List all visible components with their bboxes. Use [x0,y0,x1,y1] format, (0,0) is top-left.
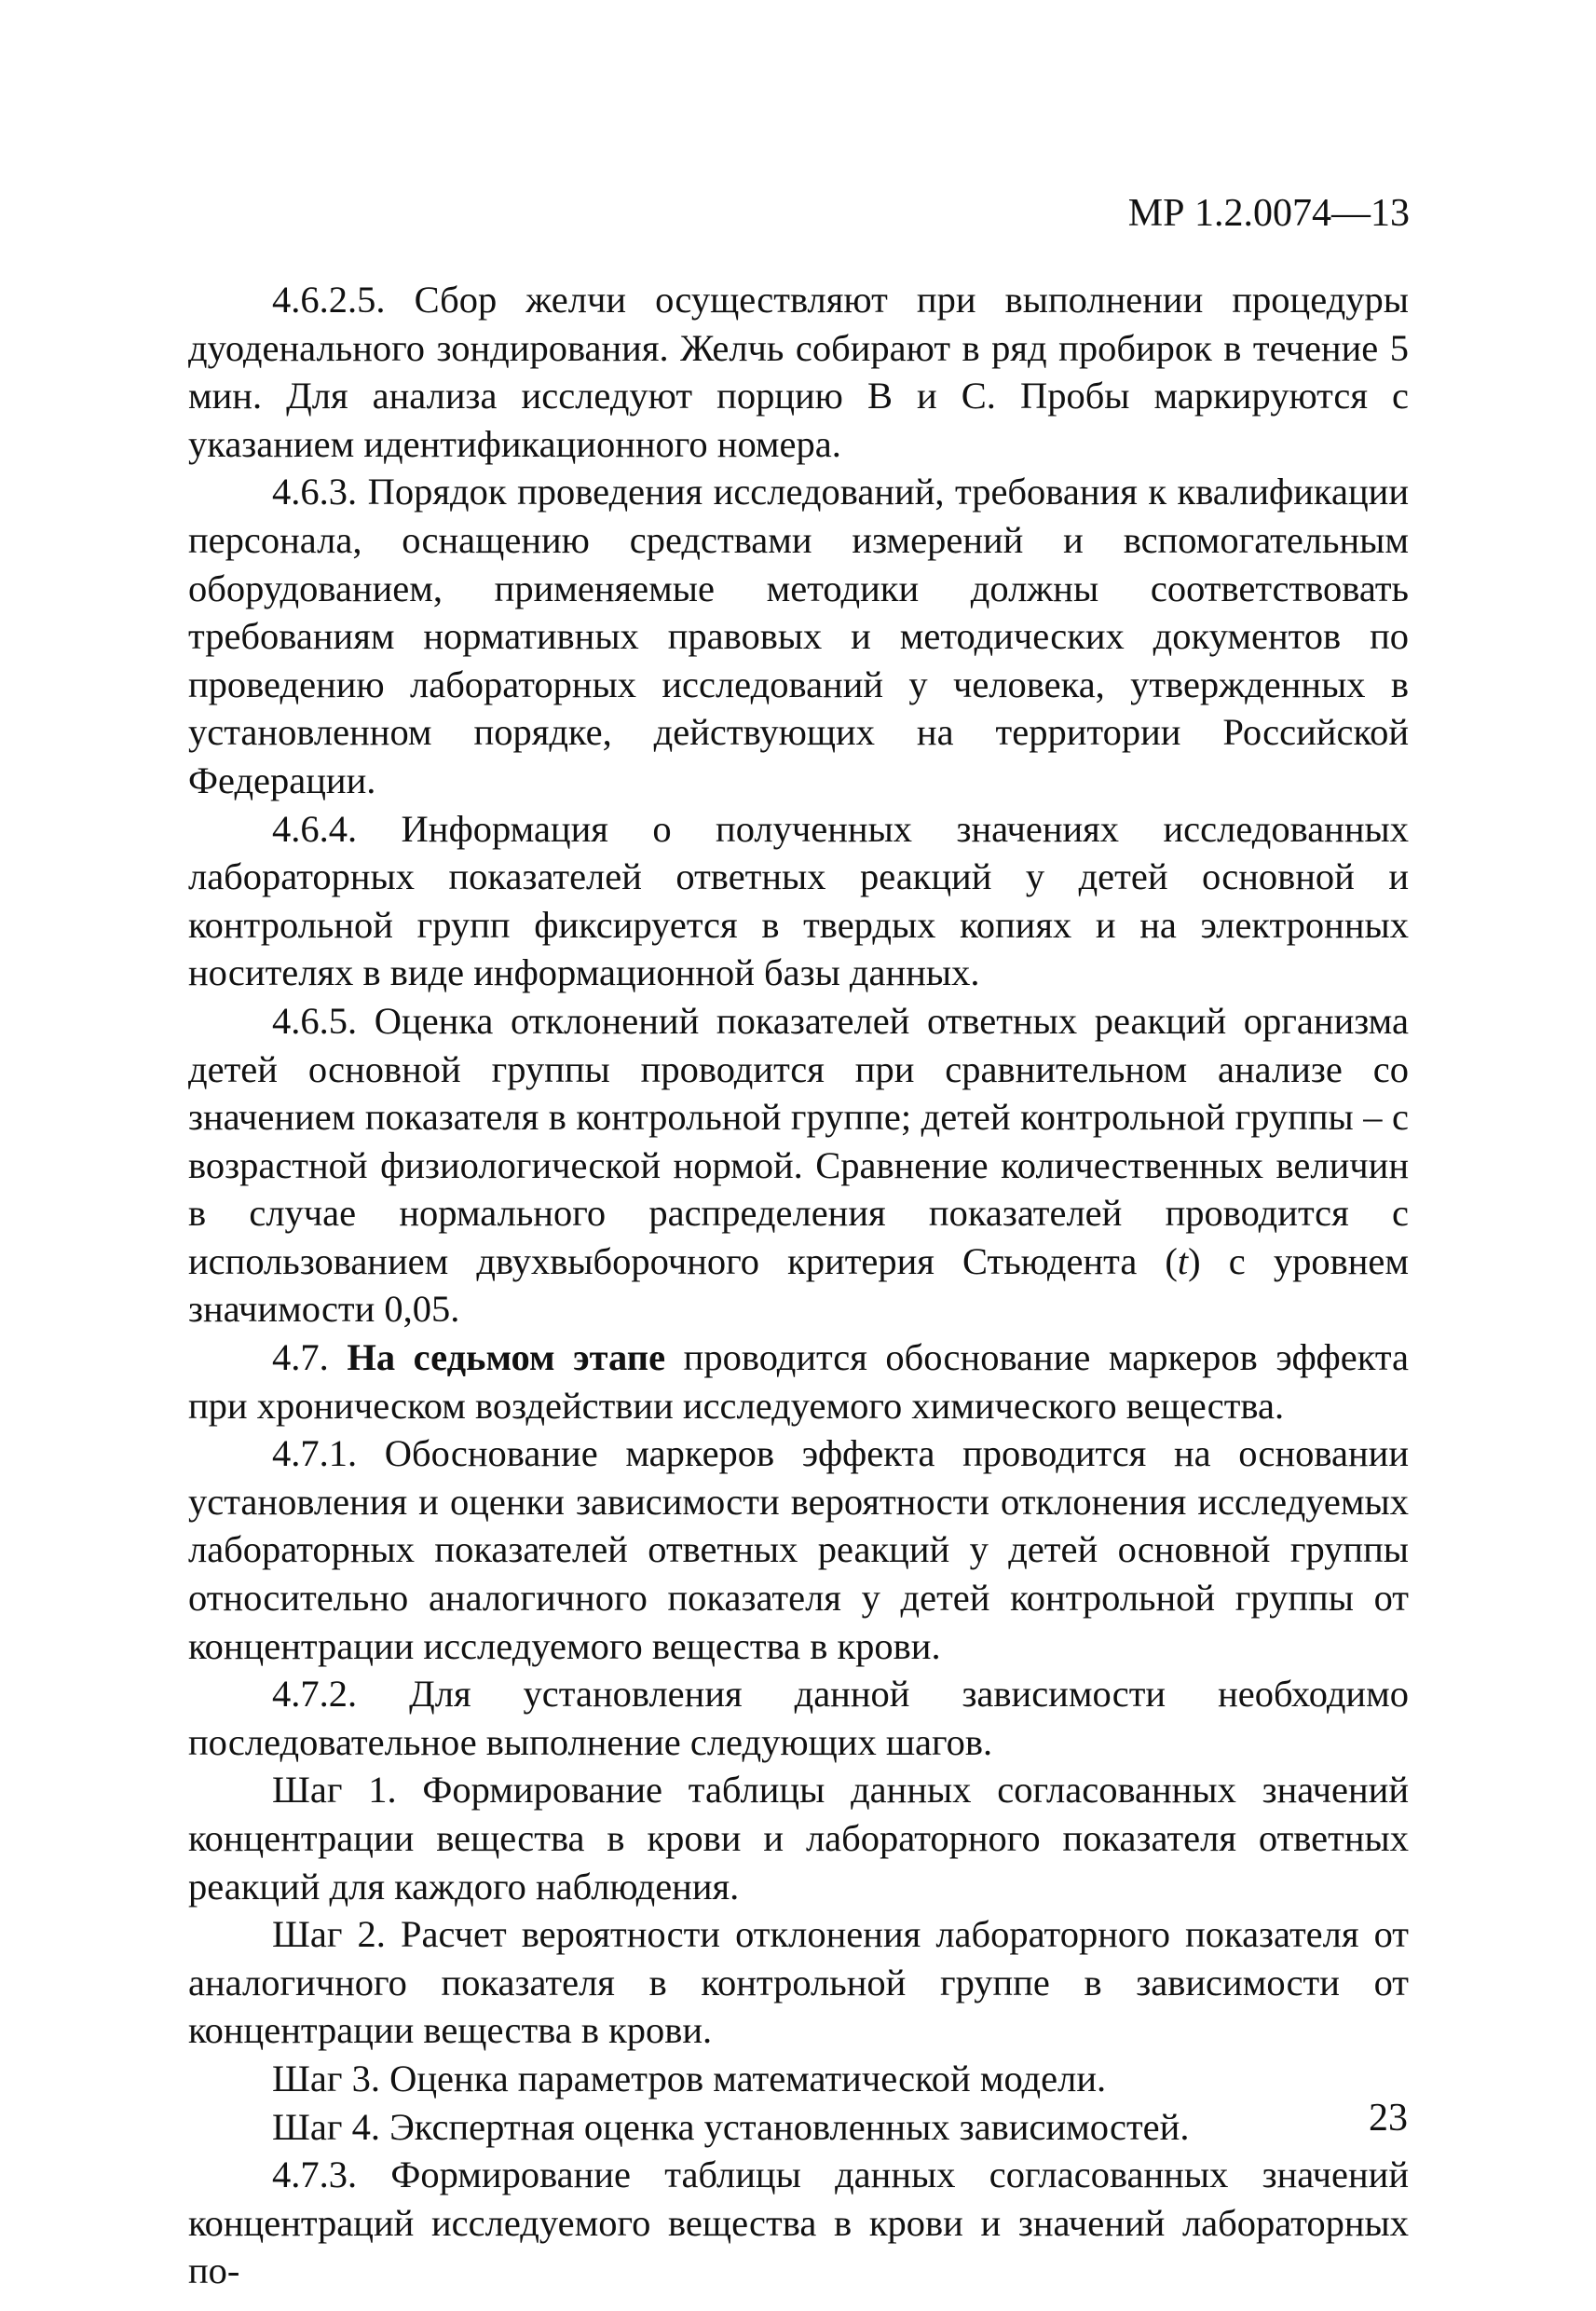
paragraph-4-7-text: проводится обоснование маркеров эффекта при хроническом воздействии исследуемого химического вещества. [188,1336,1410,1427]
student-t-symbol: t [1177,1239,1189,1282]
paragraph-4-6-4: 4.6.4. Информация о полученных значениях исследованных лабораторных показателей ответных реакций у детей основной и контрольной групп фиксируется в твердых копиях и на электронных носителях в виде информационной базы данных. [188,807,1409,994]
paragraph-4-6-2-5: 4.6.2.5. Сбор желчи осуществляют при выполнении процедуры дуоденального зондирования. Желчь собирают в ряд пробирок в течение 5 мин. Для анализа исследуют порцию В и С. Пробы маркируются с указанием идентификационного номера. [188,279,1409,465]
paragraph-4-6-5-text-end: ) с уровнем значимости 0,05. [188,1239,1409,1331]
document-code: МР 1.2.0074—13 [1127,192,1410,235]
paragraph-4-7-1: 4.7.1. Обоснование маркеров эффекта проводится на основании установления и оценки зависимости вероятности отклонения исследуемых лабораторных показателей ответных реакций у детей основной группы относительно аналогичного показателя у детей контрольной группы от концентрации исследуемого вещества в крови. [188,1432,1409,1667]
paragraph-4-6-3: 4.6.3. Порядок проведения исследований, требования к квалификации персонала, оснащению средствами измерений и вспомогательным оборудованием, применяемые методики должны соответствовать требованиям нормативных правовых и методических документов по проведению лабораторных исследований у человека, утвержденных в установленном порядке, действующих на территории Российской Федерации. [188,471,1409,801]
paragraph-4-7-bold-phrase: На седьмом этапе [347,1336,666,1379]
step-4: Шаг 4. Экспертная оценка установленных зависимостей. [272,2105,1190,2148]
page-number: 23 [1369,2097,1408,2140]
step-1: Шаг 1. Формирование таблицы данных согласованных значений концентрации вещества в крови и лабораторного показателя ответных реакций для каждого наблюдения. [188,1769,1409,1908]
paragraph-4-6-5 [188,997,1409,1333]
paragraph-4-7 [188,1333,1409,1429]
step-2: Шаг 2. Расчет вероятности отклонения лабораторного показателя от аналогичного показателя в контрольной группе в зависимости от концентрации вещества в крови. [188,1913,1409,2052]
paragraph-4-7-number: 4.7. [272,1336,348,1379]
paragraph-4-7-2: 4.7.2. Для установления данной зависимости необходимо последовательное выполнение следующих шагов. [188,1673,1409,1763]
body-text [188,276,1409,2295]
step-3: Шаг 3. Оценка параметров математической модели. [272,2057,1107,2099]
paragraph-4-6-5-text: 4.6.5. Оценка отклонений показателей ответных реакций организма детей основной группы проводится при сравнительном анализе со значением показателя в контрольной группе; детей контрольной группы – с возрастной физиологической нормой. Сравнение количественных величин в случае нормального распределения показателей проводится с использованием двухвыборочного критерия Стьюдента ( [188,999,1409,1282]
paragraph-4-7-3: 4.7.3. Формирование таблицы данных согласованных значений концентраций исследуемого вещества в крови и значений лабораторных по- [188,2154,1409,2292]
